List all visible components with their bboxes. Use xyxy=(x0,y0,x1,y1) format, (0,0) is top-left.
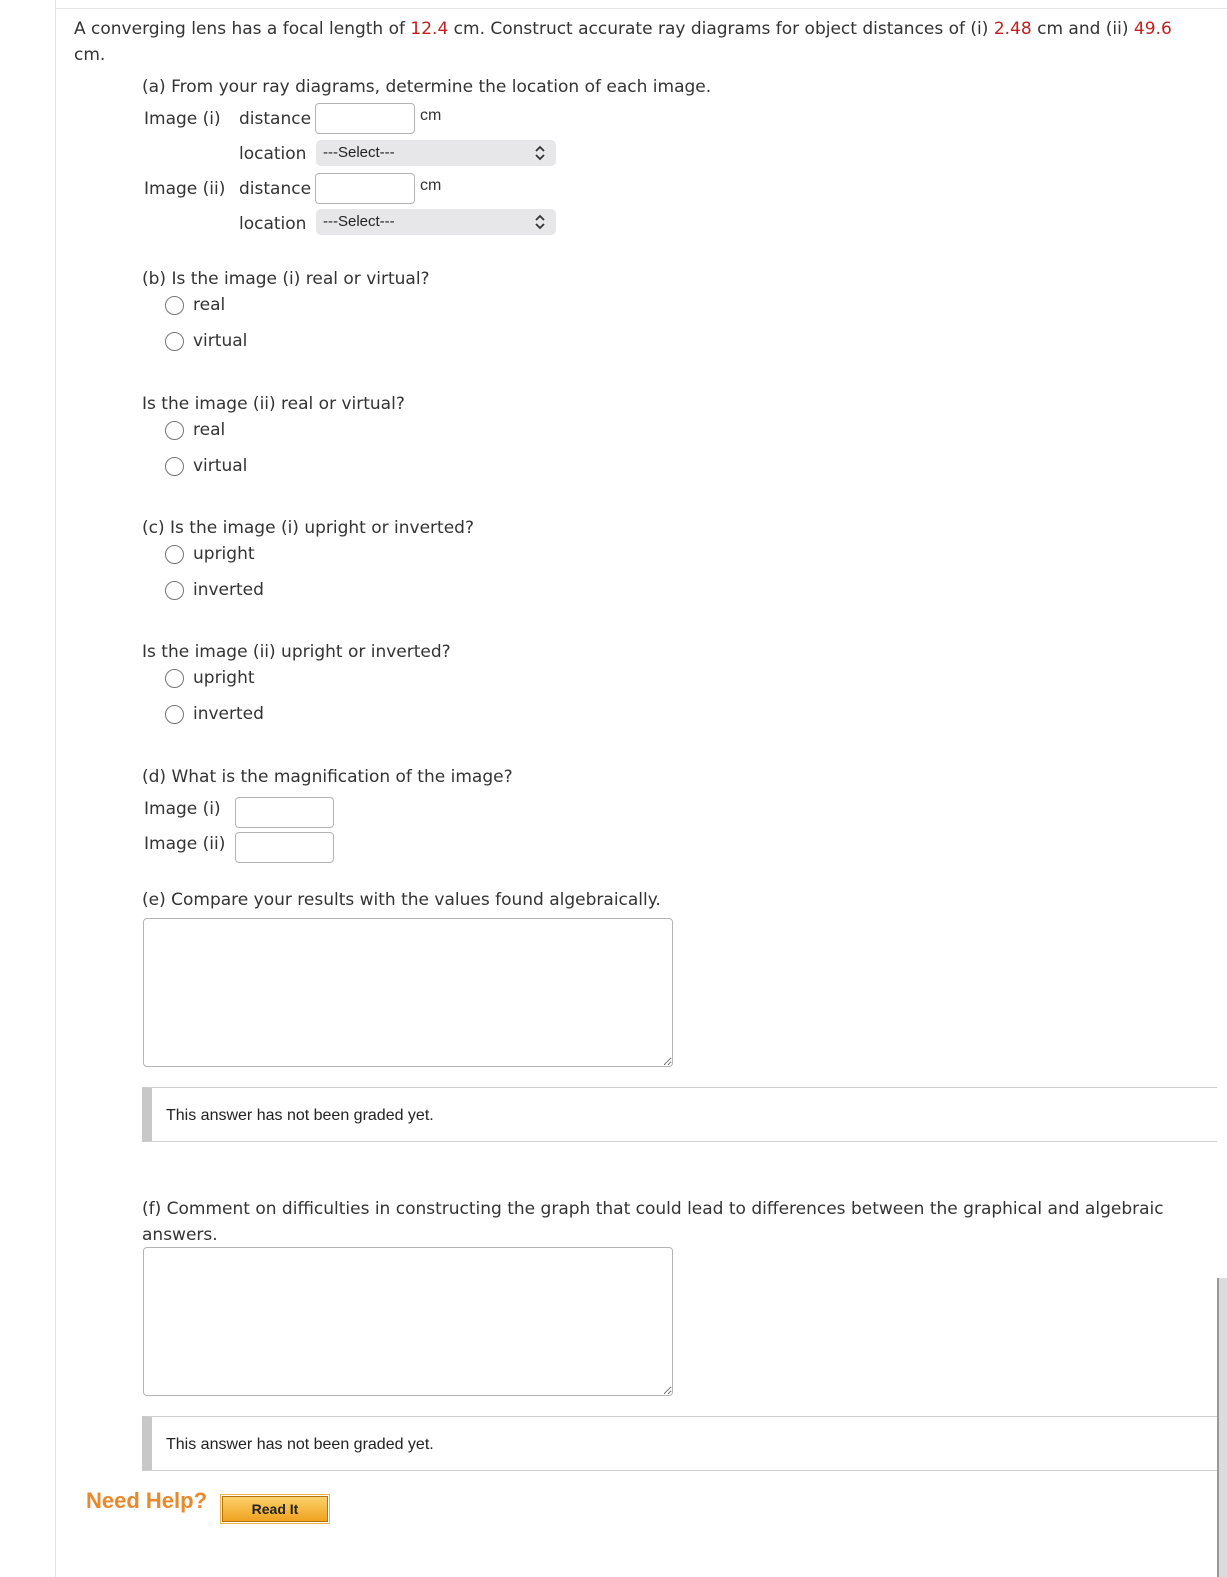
object-distance-ii-value: 49.6 xyxy=(1133,19,1172,39)
problem-text: cm and (ii) xyxy=(1031,19,1134,39)
option-label-virtual: virtual xyxy=(193,331,248,351)
part-d-prompt: (d) What is the magnification of the image? xyxy=(142,767,513,787)
magnification-image-i-input[interactable] xyxy=(235,797,334,828)
distance-label: distance xyxy=(239,109,312,129)
image-i-label: Image (i) xyxy=(144,109,221,129)
option-label-upright: upright xyxy=(193,544,255,564)
location-label: location xyxy=(239,144,307,164)
option-label-inverted: inverted xyxy=(193,704,264,724)
part-a-prompt: (a) From your ray diagrams, determine the location of each image. xyxy=(142,77,712,97)
image-ii-location-select[interactable] xyxy=(316,209,556,235)
magnification-image-i-label: Image (i) xyxy=(144,799,221,819)
part-f-graded-status: This answer has not been graded yet. xyxy=(142,1416,1217,1471)
part-e-graded-status: This answer has not been graded yet. xyxy=(142,1087,1217,1142)
unit-label: cm xyxy=(420,177,442,194)
distance-label: distance xyxy=(239,179,312,199)
part-c-prompt-i: (c) Is the image (i) upright or inverted? xyxy=(142,518,474,538)
part-e-prompt: (e) Compare your results with the values found algebraically. xyxy=(142,890,661,910)
image-ii-inverted-radio[interactable] xyxy=(165,705,184,724)
option-label-real: real xyxy=(193,295,226,315)
image-ii-real-radio[interactable] xyxy=(165,421,184,440)
part-f-prompt: (f) Comment on difficulties in constructing the graph that could lead to differences between the graphical and algebraic answers. xyxy=(142,1199,1164,1245)
read-it-button[interactable]: Read It xyxy=(222,1496,328,1522)
problem-text: cm. Construct accurate ray diagrams for object distances of (i) xyxy=(448,19,994,39)
problem-text: cm. xyxy=(74,45,106,65)
image-i-upright-radio[interactable] xyxy=(165,545,184,564)
image-ii-virtual-radio[interactable] xyxy=(165,457,184,476)
part-f-answer-textarea[interactable] xyxy=(143,1247,673,1396)
option-label-upright: upright xyxy=(193,668,255,688)
image-i-location-select[interactable] xyxy=(316,140,556,166)
problem-text: A converging lens has a focal length of xyxy=(74,19,411,39)
select-arrow-icon xyxy=(534,209,546,244)
unit-label: cm xyxy=(420,107,442,124)
need-help-label: Need Help? xyxy=(86,1488,208,1513)
image-ii-distance-input[interactable] xyxy=(315,173,415,204)
image-i-real-radio[interactable] xyxy=(165,296,184,315)
select-value: ---Select--- xyxy=(323,213,395,230)
image-i-distance-input[interactable] xyxy=(315,103,415,134)
part-e-answer-textarea[interactable] xyxy=(143,918,673,1067)
image-ii-upright-radio[interactable] xyxy=(165,669,184,688)
image-i-virtual-radio[interactable] xyxy=(165,332,184,351)
image-ii-label: Image (ii) xyxy=(144,179,226,199)
option-label-virtual: virtual xyxy=(193,456,248,476)
part-b-prompt-ii: Is the image (ii) real or virtual? xyxy=(142,394,405,414)
magnification-image-ii-label: Image (ii) xyxy=(144,834,226,854)
select-arrow-icon xyxy=(534,140,546,175)
focal-length-value: 12.4 xyxy=(410,19,449,39)
option-label-inverted: inverted xyxy=(193,580,264,600)
part-c-prompt-ii: Is the image (ii) upright or inverted? xyxy=(142,642,451,662)
object-distance-i-value: 2.48 xyxy=(993,19,1032,39)
image-i-inverted-radio[interactable] xyxy=(165,581,184,600)
location-label: location xyxy=(239,214,307,234)
select-value: ---Select--- xyxy=(323,144,395,161)
problem-statement xyxy=(74,16,1204,68)
top-border xyxy=(55,8,1227,9)
option-label-real: real xyxy=(193,420,226,440)
part-b-prompt-i: (b) Is the image (i) real or virtual? xyxy=(142,269,430,289)
left-border xyxy=(55,0,56,1577)
magnification-image-ii-input[interactable] xyxy=(235,832,334,863)
scrollbar[interactable] xyxy=(1217,1278,1227,1577)
